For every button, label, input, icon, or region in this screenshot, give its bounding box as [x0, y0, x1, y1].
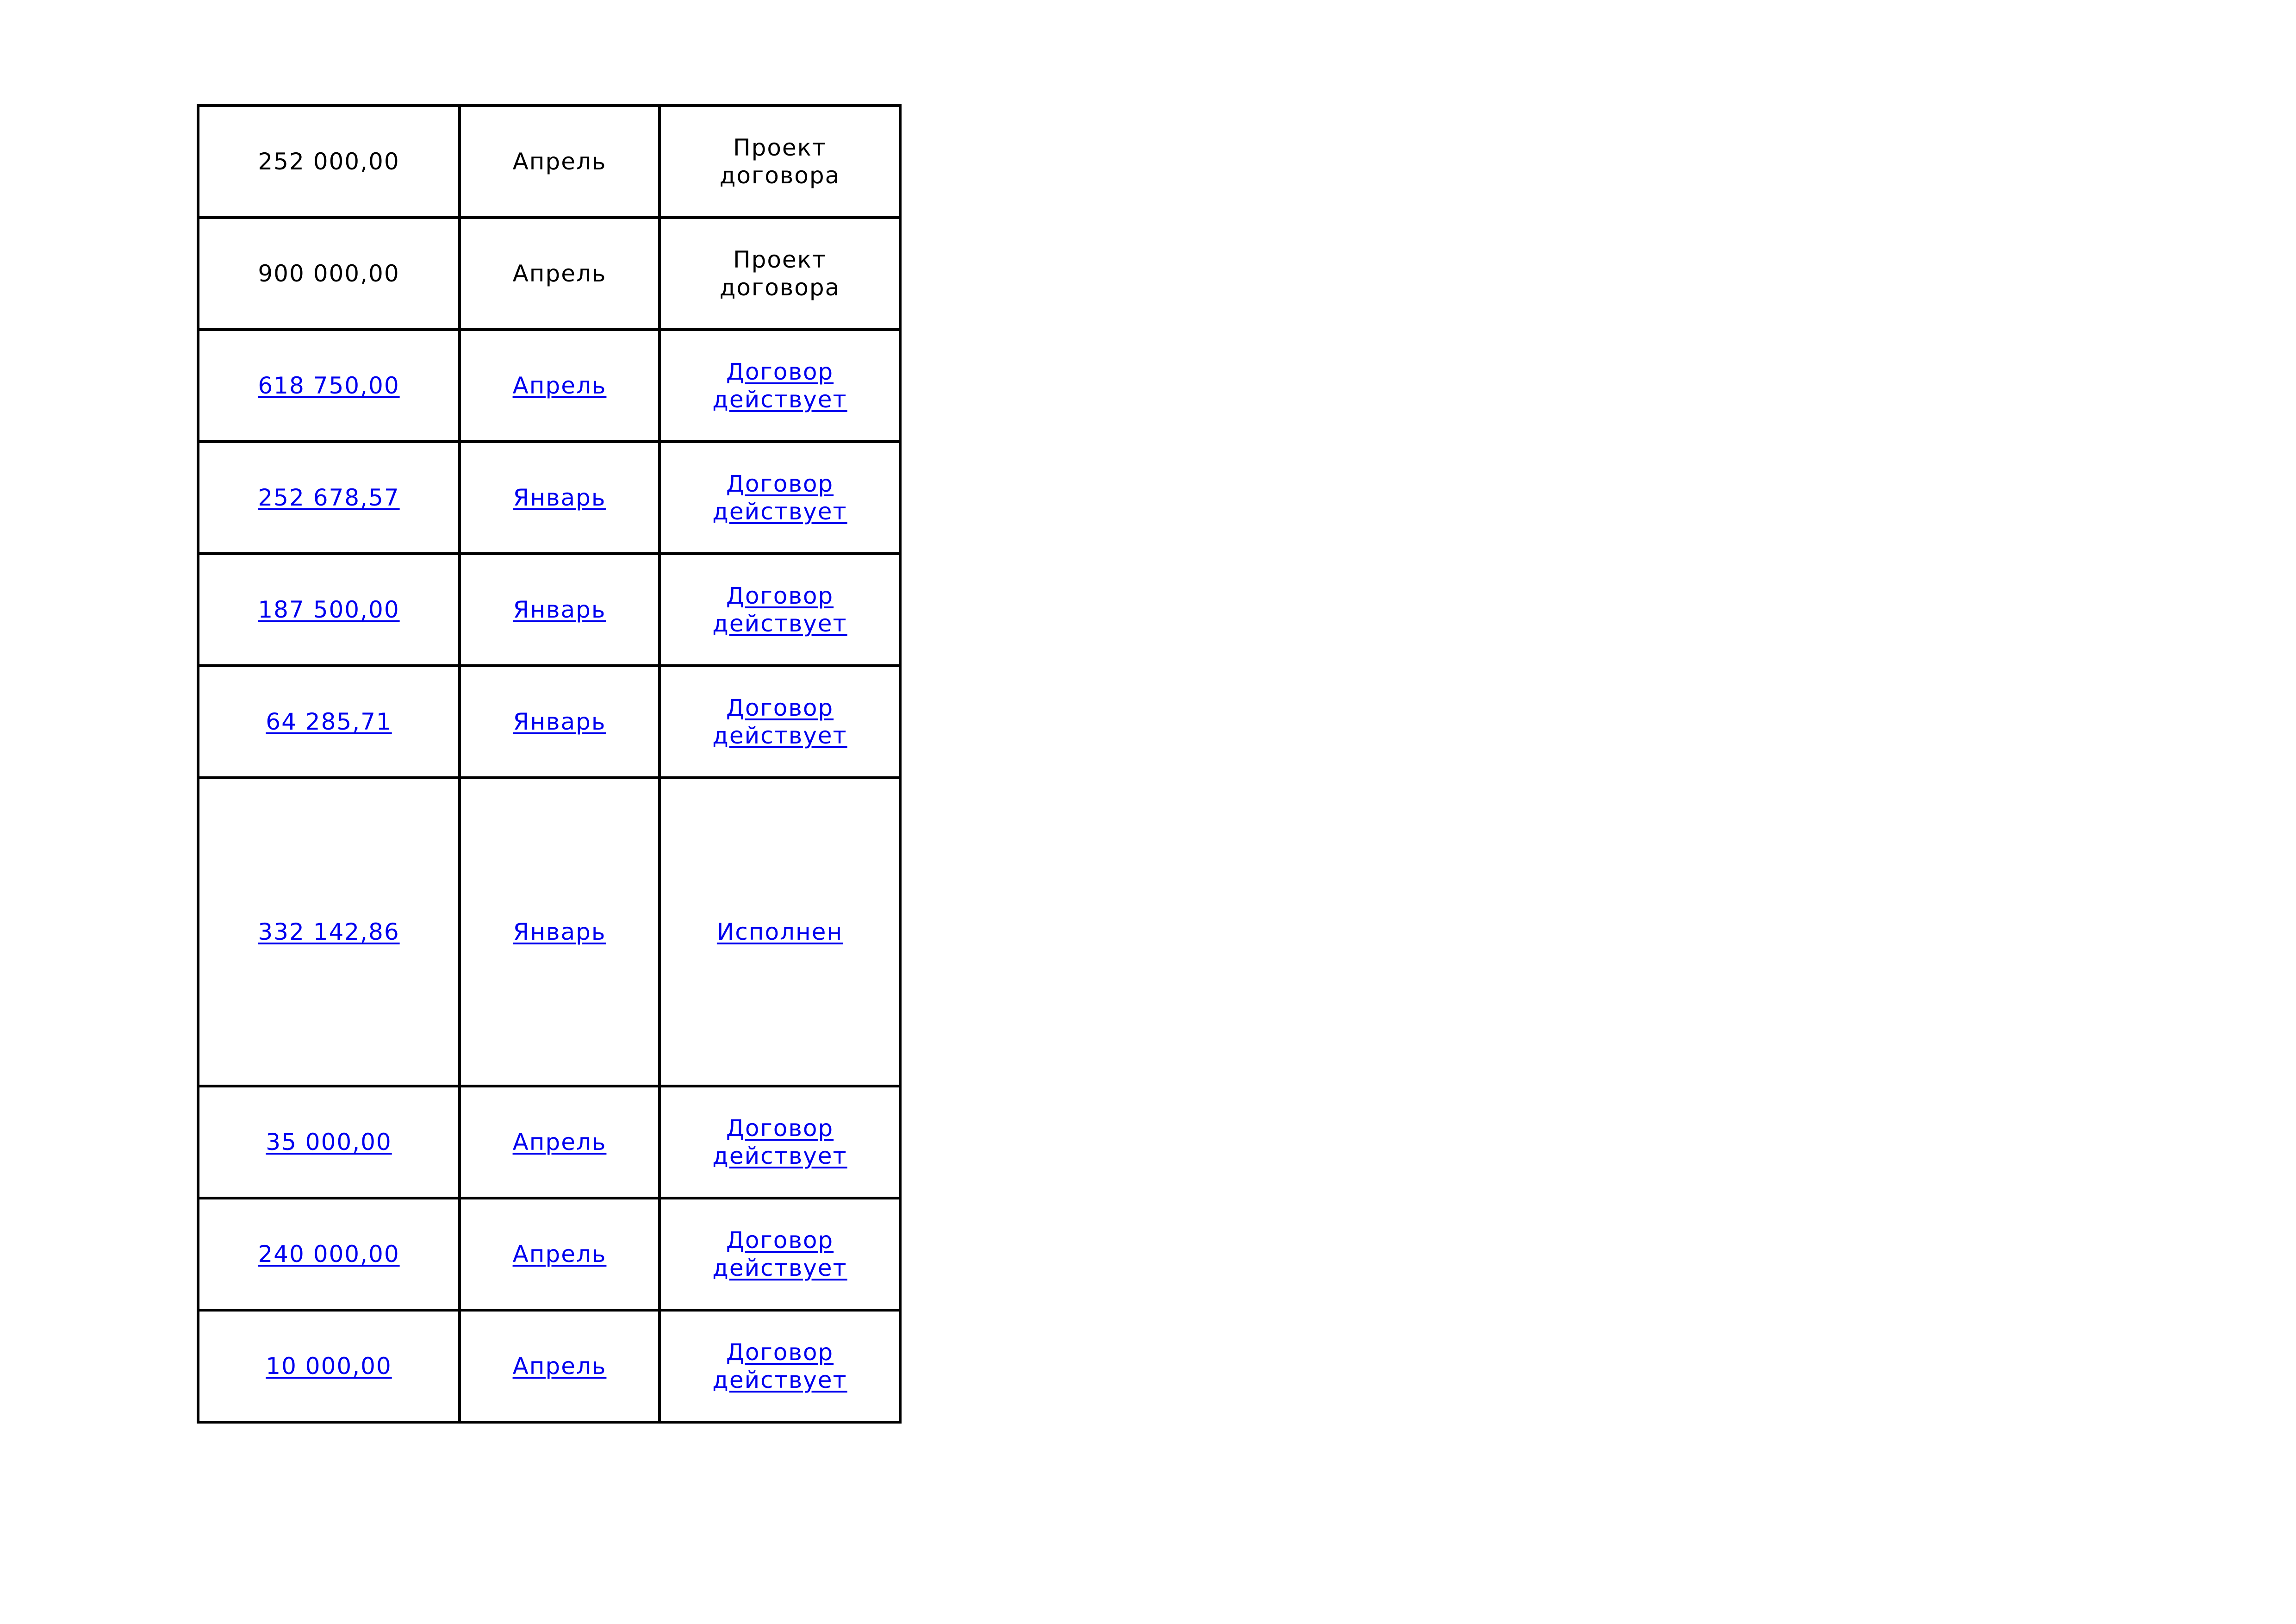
- amount-link[interactable]: 240 000,00: [258, 1241, 400, 1268]
- amount-link[interactable]: 187 500,00: [258, 596, 400, 623]
- month-link[interactable]: Январь: [513, 484, 606, 511]
- status-text: Проект договора: [719, 134, 840, 189]
- amount-link[interactable]: 618 750,00: [258, 372, 400, 399]
- amount-cell: [198, 442, 460, 554]
- table-row: [198, 1310, 900, 1422]
- month-link[interactable]: Апрель: [512, 372, 607, 399]
- status-link[interactable]: Исполнен: [716, 918, 843, 945]
- status-link[interactable]: Договор действует: [712, 582, 847, 637]
- contracts-table: [197, 104, 902, 1424]
- status-link[interactable]: Договор действует: [712, 1339, 847, 1393]
- status-cell: [660, 442, 900, 554]
- month-cell: [460, 778, 660, 1086]
- amount-link[interactable]: 64 285,71: [266, 708, 392, 735]
- amount-link[interactable]: 10 000,00: [266, 1353, 392, 1380]
- table-row: [198, 554, 900, 666]
- amount-cell: [198, 554, 460, 666]
- month-cell: [460, 106, 660, 218]
- status-link[interactable]: Договор действует: [712, 1227, 847, 1281]
- table-row: [198, 778, 900, 1086]
- month-cell: [460, 666, 660, 778]
- amount-cell: [198, 778, 460, 1086]
- month-cell: [460, 1086, 660, 1198]
- month-cell: [460, 218, 660, 330]
- amount-cell: [198, 330, 460, 442]
- status-link[interactable]: Договор действует: [712, 470, 847, 525]
- status-cell: [660, 218, 900, 330]
- status-cell: [660, 1086, 900, 1198]
- status-cell: [660, 1198, 900, 1310]
- table-row: [198, 442, 900, 554]
- status-link[interactable]: Договор действует: [712, 694, 847, 749]
- status-cell: [660, 666, 900, 778]
- month-link[interactable]: Январь: [513, 918, 606, 945]
- month-link[interactable]: Январь: [513, 596, 606, 623]
- amount-cell: [198, 1086, 460, 1198]
- month-cell: [460, 442, 660, 554]
- month-cell: [460, 554, 660, 666]
- amount-link[interactable]: 332 142,86: [258, 918, 400, 945]
- amount-cell: [198, 106, 460, 218]
- status-cell: [660, 330, 900, 442]
- amount-link[interactable]: 252 678,57: [258, 484, 400, 511]
- amount-text: 900 000,00: [258, 260, 400, 287]
- status-cell: [660, 554, 900, 666]
- month-link[interactable]: Апрель: [512, 1241, 607, 1268]
- table-row: [198, 1198, 900, 1310]
- month-text: Апрель: [512, 260, 607, 287]
- month-text: Апрель: [512, 148, 607, 175]
- amount-cell: [198, 1310, 460, 1422]
- amount-cell: [198, 666, 460, 778]
- month-link[interactable]: Январь: [513, 708, 606, 735]
- month-cell: [460, 1310, 660, 1422]
- status-link[interactable]: Договор действует: [712, 358, 847, 413]
- amount-cell: [198, 218, 460, 330]
- status-link[interactable]: Договор действует: [712, 1115, 847, 1169]
- amount-cell: [198, 1198, 460, 1310]
- month-link[interactable]: Апрель: [512, 1353, 607, 1380]
- status-cell: [660, 778, 900, 1086]
- month-cell: [460, 1198, 660, 1310]
- status-cell: [660, 1310, 900, 1422]
- month-link[interactable]: Апрель: [512, 1129, 607, 1156]
- table-row: [198, 218, 900, 330]
- amount-link[interactable]: 35 000,00: [266, 1129, 392, 1156]
- status-text: Проект договора: [719, 246, 840, 301]
- amount-text: 252 000,00: [258, 148, 400, 175]
- status-cell: [660, 106, 900, 218]
- month-cell: [460, 330, 660, 442]
- table-row: [198, 666, 900, 778]
- table-row: [198, 330, 900, 442]
- table-row: [198, 106, 900, 218]
- table-row: [198, 1086, 900, 1198]
